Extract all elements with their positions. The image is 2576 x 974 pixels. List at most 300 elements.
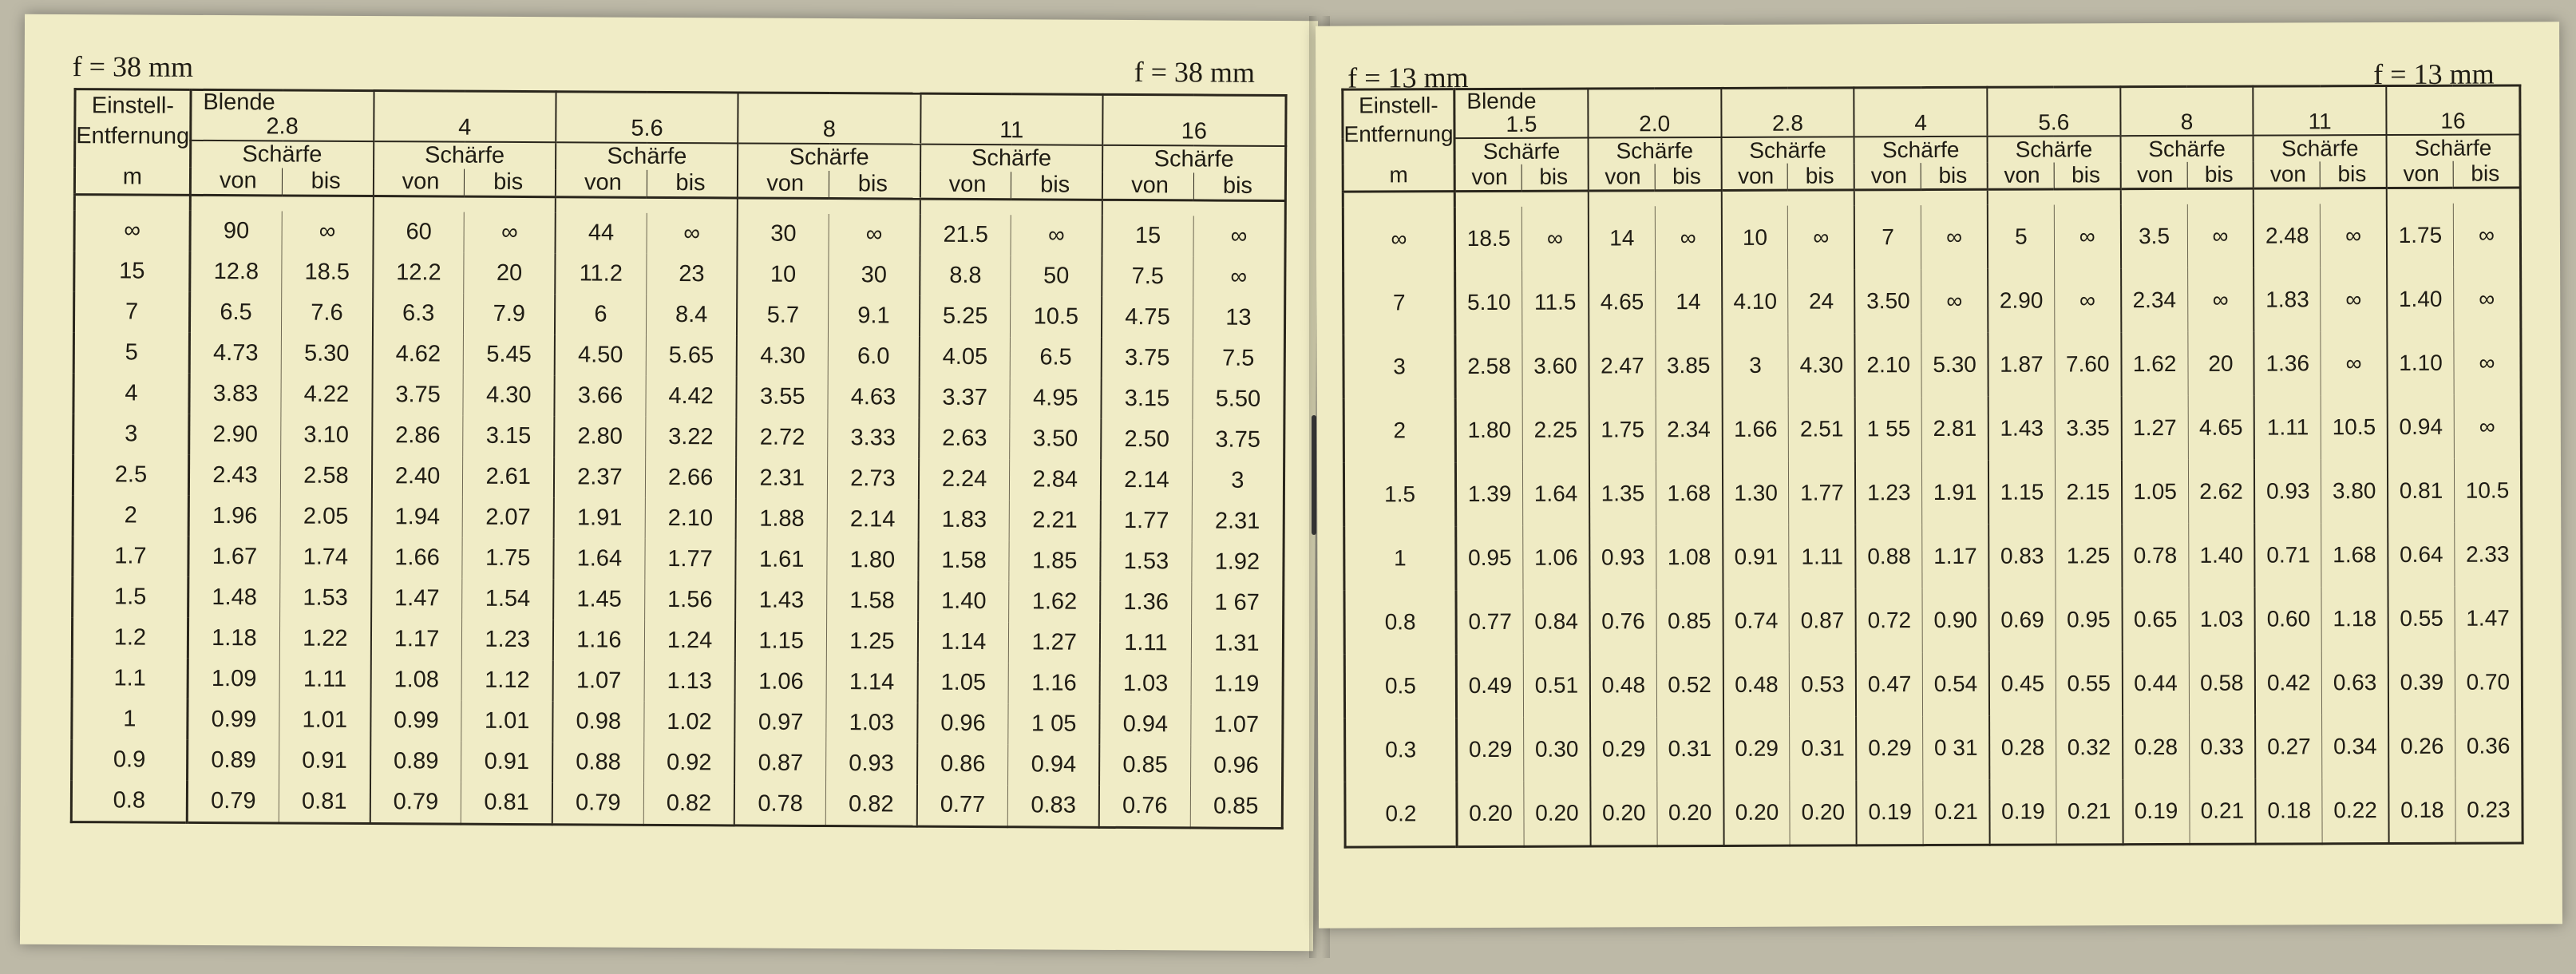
bis-label: bis <box>1921 163 1984 188</box>
far-limit-cell: 0.92 <box>666 749 712 776</box>
header-row-von-bis <box>1343 160 2520 192</box>
near-limit-cell: 2.72 <box>737 417 828 458</box>
far-limit-cell: ∞ <box>865 221 883 247</box>
distance-cell: 1 <box>1344 526 1456 590</box>
far-limit-cell: ∞ <box>2079 224 2095 249</box>
near-limit-cell: 1.88 <box>736 498 827 540</box>
spacer-cell <box>1721 190 1787 206</box>
near-limit-cell: 3.75 <box>1102 338 1193 379</box>
near-limit-cell: 1.14 <box>918 622 1009 663</box>
near-limit-cell: 1.83 <box>2254 267 2321 331</box>
far-limit-cell: 0.85 <box>1213 793 1259 819</box>
aperture-header <box>2254 86 2387 136</box>
distance-cell: 3 <box>73 414 189 455</box>
near-limit-cell: 3.66 <box>554 375 645 417</box>
far-limit-cell: 1.77 <box>1800 480 1844 505</box>
far-limit-cell: 0.91 <box>302 747 347 774</box>
table-row <box>73 536 1284 583</box>
far-limit-cell: 7.6 <box>311 299 343 326</box>
near-limit-cell: 0.20 <box>1457 782 1524 847</box>
far-limit-cell: 8.4 <box>675 301 708 328</box>
staple <box>1312 415 1316 535</box>
spacer <box>1855 89 1987 112</box>
spacer-cell <box>2187 188 2254 204</box>
far-limit-cell: 5.65 <box>668 342 714 369</box>
far-limit-cell: 7.9 <box>493 300 526 327</box>
near-limit-cell: 0.74 <box>1723 588 1790 652</box>
near-limit-cell: 0.44 <box>2122 651 2189 715</box>
bis-label: bis <box>2453 160 2517 186</box>
far-limit-cell: 0.96 <box>1213 752 1259 778</box>
table-row <box>74 210 1285 257</box>
near-limit-cell: 1.45 <box>553 579 644 620</box>
von-bis-label <box>1102 172 1286 201</box>
far-limit-cell: 0 31 <box>1933 734 1978 760</box>
far-limit-cell: 0.33 <box>2200 734 2244 759</box>
far-limit-cell: 5.30 <box>303 340 350 366</box>
far-limit-cell: 0.36 <box>2466 733 2511 758</box>
von-bis-label <box>2120 161 2254 188</box>
bis-label: bis <box>1787 163 1851 188</box>
aperture-header <box>1987 87 2120 137</box>
far-limit-cell: 0.87 <box>1800 608 1845 633</box>
blende-label: Blende <box>203 89 275 116</box>
far-limit-cell: 1.12 <box>485 667 530 693</box>
near-limit-cell: 10 <box>1721 205 1788 269</box>
near-limit-cell: 0.29 <box>1457 718 1524 782</box>
aperture-value: 16 <box>2440 108 2466 133</box>
von-label: von <box>219 167 257 194</box>
distance-header-text: Einstell- <box>91 93 175 119</box>
far-limit-cell: 1.40 <box>2199 542 2244 568</box>
far-limit-cell: 1.11 <box>1801 544 1843 569</box>
spacer-cell <box>1102 200 1193 216</box>
spacer-cell <box>1854 189 1921 205</box>
schaerfe-label: Schärfe <box>1454 137 1589 164</box>
far-limit-cell: 0.83 <box>1031 792 1076 818</box>
schaerfe-label: Schärfe <box>738 143 920 171</box>
near-limit-cell: 0.47 <box>1856 652 1923 716</box>
von-bis-label <box>374 168 556 197</box>
far-limit-cell: 2.33 <box>2465 541 2510 567</box>
depth-of-field-table-38mm <box>70 88 1288 829</box>
far-limit-cell: 1.17 <box>1933 543 1977 568</box>
far-limit-cell: ∞ <box>1945 224 1963 249</box>
near-limit-cell: 18.5 <box>1454 207 1521 271</box>
aperture-header <box>374 91 556 143</box>
far-limit-cell: 2.62 <box>2199 478 2243 504</box>
far-limit-cell: 1 05 <box>1031 711 1077 737</box>
far-limit-cell: 2.84 <box>1032 466 1078 493</box>
near-limit-cell: 0.79 <box>552 782 643 825</box>
bis-label: bis <box>282 168 370 195</box>
spacer-cell <box>1988 189 2054 205</box>
distance-unit: m <box>122 164 143 190</box>
distance-header-text: Entfernung <box>76 122 190 149</box>
near-limit-cell: 0.26 <box>2388 715 2455 778</box>
near-limit-cell: 0.77 <box>917 785 1008 827</box>
von-bis-label <box>920 172 1103 200</box>
spacer-cell <box>920 199 1011 215</box>
far-limit-cell: 0.51 <box>1534 672 1579 698</box>
spacer-cell <box>1193 200 1285 216</box>
near-limit-cell: 0.55 <box>2388 587 2455 651</box>
near-limit-cell: 1.96 <box>188 496 280 537</box>
spacer <box>2387 86 2519 109</box>
far-limit-cell: 3.15 <box>485 422 532 449</box>
far-limit-cell: 7.60 <box>2065 351 2110 377</box>
near-limit-cell: 1.64 <box>553 538 644 580</box>
spacer-cell <box>1788 190 1854 206</box>
table-row <box>74 251 1285 298</box>
near-limit-cell: 0.93 <box>1589 525 1656 589</box>
distance-cell: 1 <box>72 699 188 740</box>
far-limit-cell: 50 <box>1043 263 1070 289</box>
spacer-cell <box>2254 188 2320 204</box>
near-limit-cell: 4.65 <box>1589 270 1656 334</box>
far-limit-cell: 0.58 <box>2200 670 2244 695</box>
near-limit-cell: 6.3 <box>373 293 464 335</box>
table-row <box>72 617 1283 664</box>
von-label: von <box>1605 164 1641 189</box>
table-row <box>73 454 1284 501</box>
near-limit-cell: 0.69 <box>1988 588 2056 651</box>
far-limit-cell: 1.23 <box>485 626 531 652</box>
near-limit-cell: 1.75 <box>2387 204 2454 267</box>
near-limit-cell: 1.16 <box>553 620 644 661</box>
spacer <box>1988 88 2119 111</box>
far-limit-cell: 1.01 <box>302 707 348 733</box>
near-limit-cell: 2.14 <box>1101 460 1192 501</box>
far-limit-cell: 1.08 <box>1667 544 1711 569</box>
near-limit-cell: 0.88 <box>1856 525 1923 588</box>
near-limit-cell: 0.96 <box>917 703 1008 745</box>
bis-label: bis <box>2320 161 2384 187</box>
near-limit-cell: 12.8 <box>190 251 282 293</box>
far-limit-cell: 1.07 <box>1213 711 1260 738</box>
spacer <box>2121 88 2253 111</box>
table-row <box>1344 650 2522 718</box>
near-limit-cell: 0.29 <box>1723 716 1791 780</box>
spacer <box>1589 89 1720 113</box>
spacer <box>921 95 1102 119</box>
spacer-cell <box>1655 190 1721 206</box>
near-limit-cell: 4.75 <box>1102 297 1193 339</box>
near-limit-cell: 1.67 <box>188 536 280 578</box>
far-limit-cell: 2.66 <box>667 464 714 491</box>
far-limit-cell: ∞ <box>1230 263 1248 290</box>
near-limit-cell: 0.42 <box>2255 651 2322 715</box>
far-limit-cell: 1.03 <box>849 710 895 736</box>
depth-of-field-table-13mm <box>1341 84 2523 848</box>
far-limit-cell: 2.51 <box>1799 416 1844 441</box>
far-limit-cell: 1.18 <box>2333 605 2377 632</box>
near-limit-cell: 0.94 <box>2388 395 2455 459</box>
von-label: von <box>1131 172 1169 199</box>
near-limit-cell: 2.58 <box>1455 335 1522 398</box>
far-limit-cell: 3.50 <box>1032 426 1078 452</box>
far-limit-cell: 1.31 <box>1214 630 1260 656</box>
far-limit-cell: 3.85 <box>1666 352 1711 378</box>
far-limit-cell: 1.22 <box>303 625 348 651</box>
near-limit-cell: 0.91 <box>1723 525 1790 588</box>
near-limit-cell: 2.34 <box>2121 268 2188 332</box>
far-limit-cell: 0.21 <box>2200 798 2245 823</box>
left-page <box>20 14 1318 951</box>
near-limit-cell: 12.2 <box>373 252 464 294</box>
von-label: von <box>2137 161 2174 187</box>
near-limit-cell: 0.89 <box>187 740 279 782</box>
near-limit-cell: 0.29 <box>1856 716 1923 780</box>
far-limit-cell: ∞ <box>1680 224 1696 250</box>
near-limit-cell: 0.49 <box>1456 654 1523 718</box>
far-limit-cell: 4.95 <box>1033 385 1078 411</box>
near-limit-cell: 0.81 <box>2388 459 2455 523</box>
near-limit-cell: 4.05 <box>919 337 1010 378</box>
far-limit-cell: 9.1 <box>857 303 890 329</box>
von-label: von <box>948 171 987 197</box>
spacer <box>374 92 555 116</box>
far-limit-cell: 0.20 <box>1535 800 1579 826</box>
distance-cell: 1.2 <box>72 617 188 659</box>
far-limit-cell: 1.92 <box>1214 548 1260 575</box>
near-limit-cell: 5.7 <box>737 295 828 336</box>
far-limit-cell: ∞ <box>1813 224 1830 250</box>
distance-cell: 7 <box>1343 271 1455 335</box>
far-limit-cell: 5.50 <box>1215 386 1261 412</box>
near-limit-cell: 0.79 <box>187 781 279 823</box>
aperture-value: 5.6 <box>631 115 663 141</box>
far-limit-cell: 0.55 <box>2067 671 2111 696</box>
near-limit-cell: 2.10 <box>1855 333 1922 397</box>
far-limit-cell: 0.70 <box>2466 669 2511 695</box>
far-limit-cell: 2.81 <box>1933 415 1977 441</box>
far-limit-cell: 1.03 <box>2199 606 2244 632</box>
header-row-aperture <box>1343 85 2520 138</box>
far-limit-cell: ∞ <box>683 220 701 247</box>
focal-length-label: f = 13 mm <box>1347 61 1469 94</box>
near-limit-cell: 1.35 <box>1589 461 1656 525</box>
near-limit-cell: 21.5 <box>920 215 1011 256</box>
von-label: von <box>1737 163 1775 188</box>
near-limit-cell: 0.85 <box>1099 745 1190 786</box>
far-limit-cell: 0.53 <box>1800 671 1845 697</box>
far-limit-cell: 0.54 <box>1933 671 1978 696</box>
far-limit-cell: 1.14 <box>849 669 895 695</box>
near-limit-cell: 0.71 <box>2255 523 2322 587</box>
near-limit-cell: 4.30 <box>737 335 828 377</box>
near-limit-cell: 2.43 <box>188 455 280 497</box>
near-limit-cell: 11.2 <box>555 253 646 295</box>
distance-cell: 0.9 <box>72 739 188 781</box>
distance-cell: 0.2 <box>1345 782 1457 847</box>
schaerfe-label: Schärfe <box>2254 135 2387 162</box>
aperture-header <box>1102 94 1286 146</box>
near-limit-cell: 1.03 <box>1100 663 1191 705</box>
spacer-cell <box>465 196 556 212</box>
far-limit-cell: 3 <box>1231 467 1244 493</box>
aperture-header <box>738 93 921 145</box>
far-limit-cell: 0.81 <box>484 789 529 815</box>
near-limit-cell: 1.06 <box>735 661 826 703</box>
aperture-header <box>1588 88 1721 137</box>
near-limit-cell: 1.17 <box>371 619 462 660</box>
spacer-cell <box>2320 188 2386 204</box>
far-limit-cell: 3.35 <box>2066 415 2110 441</box>
near-limit-cell: 7 <box>1854 205 1921 269</box>
far-limit-cell: 0.94 <box>1031 751 1077 778</box>
near-limit-cell: 7.5 <box>1102 256 1193 298</box>
aperture-header <box>2386 85 2520 135</box>
near-limit-cell: 1.61 <box>736 539 827 580</box>
near-limit-cell: 1.36 <box>1100 582 1191 624</box>
distance-cell: 3 <box>1343 335 1455 398</box>
near-limit-cell: 0.19 <box>2123 779 2190 845</box>
von-label: von <box>2403 160 2439 186</box>
bis-label: bis <box>2053 162 2117 188</box>
near-limit-cell: 0.60 <box>2255 587 2322 651</box>
near-limit-cell: 3.75 <box>372 374 463 416</box>
distance-cell: 0.5 <box>1344 654 1456 718</box>
schaerfe-label: Schärfe <box>920 145 1103 172</box>
near-limit-cell: 5 <box>1988 204 2055 268</box>
far-limit-cell: 6.5 <box>1039 344 1072 370</box>
aperture-value: 2.8 <box>266 113 299 140</box>
far-limit-cell: 0.23 <box>2467 797 2511 822</box>
far-limit-cell: 0.32 <box>2067 734 2111 760</box>
near-limit-cell: 2.48 <box>2254 204 2321 267</box>
distance-cell: 7 <box>73 291 189 333</box>
table-row <box>73 576 1284 624</box>
far-limit-cell: 7.5 <box>1221 345 1255 371</box>
far-limit-cell: ∞ <box>1946 287 1963 313</box>
table-row <box>1345 778 2523 847</box>
spacer-cell <box>829 198 920 214</box>
far-limit-cell: 2.21 <box>1032 507 1078 533</box>
near-limit-cell: 1.66 <box>1722 397 1789 461</box>
aperture-header <box>191 89 374 141</box>
near-limit-cell: 0.72 <box>1856 588 1923 652</box>
near-limit-cell: 0.28 <box>1989 715 2056 779</box>
distance-header-text: Entfernung <box>1343 121 1454 147</box>
near-limit-cell: 0.99 <box>188 699 279 741</box>
near-limit-cell: 3.5 <box>2120 204 2187 268</box>
spacer-cell <box>1343 191 1454 207</box>
far-limit-cell: 11.5 <box>1533 289 1577 315</box>
table-row <box>1344 522 2522 590</box>
distance-cell: 1.7 <box>73 536 188 577</box>
far-limit-cell: 1.62 <box>1031 588 1078 615</box>
schaerfe-label: Schärfe <box>1721 137 1854 164</box>
far-limit-cell: 0.31 <box>1801 735 1845 761</box>
spacer-cell <box>74 194 190 210</box>
aperture-value: 11 <box>2308 109 2332 134</box>
table-row <box>72 739 1283 786</box>
far-limit-cell: 1.77 <box>667 545 713 572</box>
spacer-cell <box>373 196 464 212</box>
distance-cell: ∞ <box>74 210 190 251</box>
near-limit-cell: 0.19 <box>1857 780 1924 845</box>
aperture-value: 8 <box>2180 109 2194 134</box>
distance-cell: 1.5 <box>1343 462 1455 526</box>
table-row <box>1343 394 2521 462</box>
bis-label: bis <box>647 170 734 197</box>
near-limit-cell: 1.58 <box>918 540 1009 582</box>
far-limit-cell: ∞ <box>1546 225 1563 251</box>
far-limit-cell: 4.30 <box>485 382 532 408</box>
spacer <box>2254 87 2386 110</box>
near-limit-cell: 1.94 <box>371 497 462 538</box>
far-limit-cell: 0.82 <box>666 790 712 817</box>
spacer-cell <box>2387 188 2453 204</box>
distance-cell: 0.3 <box>1345 718 1457 782</box>
far-limit-cell: ∞ <box>2345 350 2362 376</box>
distance-cell: 4 <box>73 373 189 414</box>
far-limit-cell: 0.63 <box>2333 669 2377 695</box>
near-limit-cell: 5.25 <box>920 296 1011 338</box>
near-limit-cell: 1.40 <box>2387 267 2454 331</box>
far-limit-cell: 2.05 <box>303 503 349 529</box>
far-limit-cell: 0.82 <box>848 791 894 818</box>
near-limit-cell: 1.15 <box>1988 460 2056 524</box>
near-limit-cell: 0.88 <box>552 742 643 783</box>
near-limit-cell: 4.10 <box>1722 269 1789 333</box>
near-limit-cell: 44 <box>556 212 647 254</box>
near-limit-cell: 3.83 <box>189 374 281 415</box>
far-limit-cell: 3.10 <box>303 422 350 448</box>
von-label: von <box>2269 161 2306 187</box>
far-limit-cell: 1.56 <box>667 586 713 613</box>
near-limit-cell: 0.94 <box>1099 704 1190 746</box>
far-limit-cell: 1.91 <box>1933 479 1977 505</box>
von-bis-label <box>1589 164 1722 191</box>
near-limit-cell: 0.79 <box>370 782 461 824</box>
schaerfe-label: Schärfe <box>190 141 374 168</box>
bis-label: bis <box>1521 164 1585 189</box>
bis-label: bis <box>2186 161 2250 187</box>
near-limit-cell: 4.50 <box>555 335 646 376</box>
far-limit-cell: ∞ <box>2479 350 2495 375</box>
aperture-value: 2.0 <box>1639 111 1671 137</box>
near-limit-cell: 5.10 <box>1455 271 1522 335</box>
focal-length-label: f = 13 mm <box>2373 57 2495 91</box>
near-limit-cell: 1.87 <box>1988 332 2055 396</box>
near-limit-cell: 2.63 <box>919 418 1010 460</box>
far-limit-cell: 1.11 <box>303 666 347 692</box>
far-limit-cell: 4.63 <box>850 384 896 410</box>
far-limit-cell: 0.91 <box>484 748 530 774</box>
far-limit-cell: 0.93 <box>849 750 894 777</box>
near-limit-cell: 1.39 <box>1455 462 1522 526</box>
spacer <box>1722 89 1854 112</box>
von-bis-label <box>1454 164 1589 191</box>
schaerfe-label: Schärfe <box>556 142 738 170</box>
schaerfe-label: Schärfe <box>1988 136 2121 163</box>
near-limit-cell: 1.36 <box>2254 331 2321 395</box>
table-row <box>72 658 1283 705</box>
table-row <box>1343 458 2521 526</box>
near-limit-cell: 3.50 <box>1854 269 1921 333</box>
table-row <box>73 332 1284 379</box>
far-limit-cell: 2.34 <box>1667 416 1711 441</box>
far-limit-cell: 0.90 <box>1933 607 1977 632</box>
far-limit-cell: ∞ <box>2212 287 2229 312</box>
bis-label: bis <box>1654 164 1718 189</box>
far-limit-cell: 1.24 <box>667 627 713 654</box>
aperture-value: 1.5 <box>1506 111 1537 137</box>
near-limit-cell: 0.87 <box>734 742 825 784</box>
near-limit-cell: 90 <box>190 211 282 252</box>
